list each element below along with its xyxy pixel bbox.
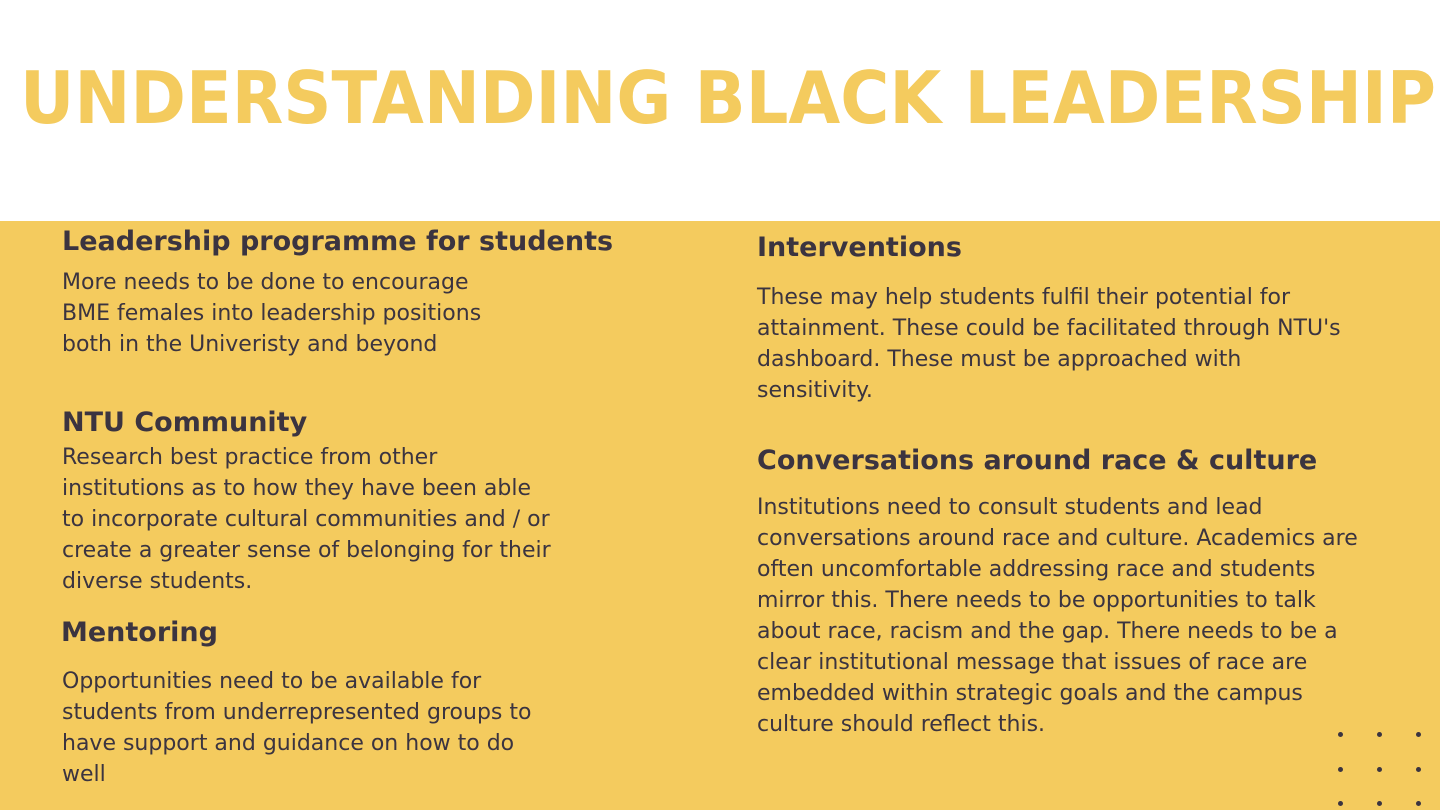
dot xyxy=(1416,801,1421,806)
mentoring-body: Opportunities need to be available for students from underrepresented groups to have support and guidance on how to do well xyxy=(62,669,532,787)
dot xyxy=(1338,732,1343,737)
conversations-body: Institutions need to consult students and lead conversations around race and culture. Academics are often uncomfortable addressing race and students mirror this. There needs to be opportunities to talk about race, racism and the gap. There needs to be a clear institutional message that issues of race are embedded within strategic goals and the campus culture should reflect this. xyxy=(757,495,1358,737)
dot xyxy=(1416,732,1421,737)
page-title: UNDERSTANDING BLACK LEADERSHIP xyxy=(20,56,1436,140)
leadership-heading: Leadership programme for students xyxy=(62,226,614,257)
conversations-heading: Conversations around race & culture xyxy=(757,445,1318,476)
dot xyxy=(1377,801,1382,806)
dot xyxy=(1416,767,1421,772)
mentoring-heading: Mentoring xyxy=(61,617,218,648)
dot xyxy=(1338,767,1343,772)
community-body: Research best practice from other institutions as to how they have been able to incorporate cultural communities and / or create a greater sense of belonging for their diverse students. xyxy=(62,445,551,594)
leadership-body: More needs to be done to encourage BME females into leadership positions both in the Univeristy and beyond xyxy=(62,270,482,357)
community-heading: NTU Community xyxy=(62,407,308,438)
dot xyxy=(1338,801,1343,806)
dot xyxy=(1377,767,1382,772)
dot xyxy=(1377,732,1382,737)
interventions-body: These may help students fulfil their potential for attainment. These could be facilitated through NTU's dashboard. These must be approached with sensitivity. xyxy=(757,285,1341,403)
interventions-heading: Interventions xyxy=(757,232,962,263)
